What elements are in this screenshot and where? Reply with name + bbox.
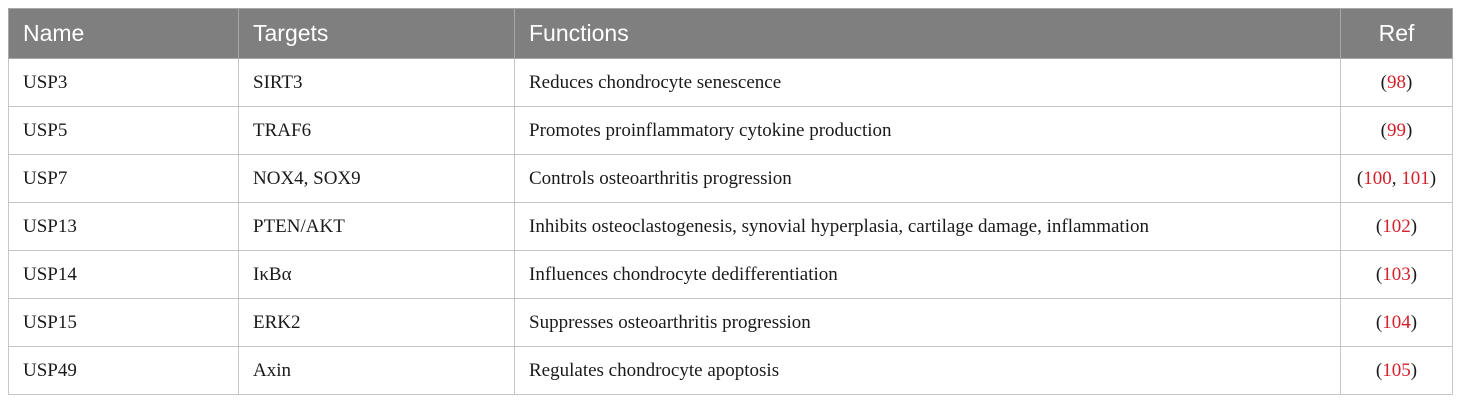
cell-functions: Influences chondrocyte dedifferentiation <box>515 251 1341 299</box>
ref-paren-open: ( <box>1380 71 1387 93</box>
cell-name: USP3 <box>9 59 239 107</box>
cell-targets: Axin <box>239 347 515 395</box>
ref-paren-open: ( <box>1375 359 1383 381</box>
ref-link[interactable]: 98 <box>1387 71 1406 93</box>
cell-targets: TRAF6 <box>239 107 515 155</box>
ref-paren-open: ( <box>1380 119 1387 141</box>
cell-functions: Promotes proinflammatory cytokine production <box>515 107 1341 155</box>
ref-paren-close: ) <box>1410 215 1418 237</box>
cell-name: USP14 <box>9 251 239 299</box>
table-row <box>9 203 1453 251</box>
cell-targets: IκBα <box>239 251 515 299</box>
header-functions: Functions <box>515 9 1341 59</box>
ref-paren-close: ) <box>1410 359 1418 381</box>
table-row <box>9 155 1453 203</box>
ref-paren-open: ( <box>1375 215 1383 237</box>
ref-link[interactable]: 101 <box>1401 167 1430 189</box>
cell-functions: Reduces chondrocyte senescence <box>515 59 1341 107</box>
cell-ref <box>1341 203 1453 251</box>
table-header <box>9 9 1453 59</box>
header-ref: Ref <box>1341 9 1453 59</box>
table-row <box>9 299 1453 347</box>
cell-name: USP7 <box>9 155 239 203</box>
ref-separator: , <box>1391 167 1402 189</box>
ref-paren-open: ( <box>1356 167 1364 189</box>
cell-ref <box>1341 59 1453 107</box>
cell-targets: ERK2 <box>239 299 515 347</box>
cell-ref <box>1341 107 1453 155</box>
ref-link[interactable]: 99 <box>1387 119 1406 141</box>
table-row <box>9 59 1453 107</box>
ref-link[interactable]: 103 <box>1382 263 1411 285</box>
cell-ref <box>1341 347 1453 395</box>
cell-name: USP49 <box>9 347 239 395</box>
ref-link[interactable]: 104 <box>1382 311 1411 333</box>
cell-functions: Inhibits osteoclastogenesis, synovial hyperplasia, cartilage damage, inflammation <box>515 203 1341 251</box>
cell-ref <box>1341 155 1453 203</box>
cell-ref <box>1341 299 1453 347</box>
ref-paren-close: ) <box>1406 71 1413 93</box>
ref-link[interactable]: 100 <box>1363 167 1392 189</box>
header-name: Name <box>9 9 239 59</box>
ref-paren-open: ( <box>1375 311 1383 333</box>
header-row <box>9 9 1453 59</box>
table-row <box>9 251 1453 299</box>
ref-paren-open: ( <box>1375 263 1383 285</box>
data-table <box>8 8 1453 395</box>
ref-link[interactable]: 102 <box>1382 215 1411 237</box>
table-row <box>9 107 1453 155</box>
ref-link[interactable]: 105 <box>1382 359 1411 381</box>
ref-paren-close: ) <box>1410 311 1418 333</box>
cell-targets: NOX4, SOX9 <box>239 155 515 203</box>
ref-paren-close: ) <box>1429 167 1437 189</box>
cell-name: USP5 <box>9 107 239 155</box>
header-targets: Targets <box>239 9 515 59</box>
table-row <box>9 347 1453 395</box>
ref-paren-close: ) <box>1410 263 1418 285</box>
cell-targets: SIRT3 <box>239 59 515 107</box>
table-body <box>9 59 1453 395</box>
cell-functions: Regulates chondrocyte apoptosis <box>515 347 1341 395</box>
cell-name: USP13 <box>9 203 239 251</box>
ref-paren-close: ) <box>1406 119 1413 141</box>
cell-targets: PTEN/AKT <box>239 203 515 251</box>
cell-functions: Suppresses osteoarthritis progression <box>515 299 1341 347</box>
cell-functions: Controls osteoarthritis progression <box>515 155 1341 203</box>
cell-name: USP15 <box>9 299 239 347</box>
cell-ref <box>1341 251 1453 299</box>
